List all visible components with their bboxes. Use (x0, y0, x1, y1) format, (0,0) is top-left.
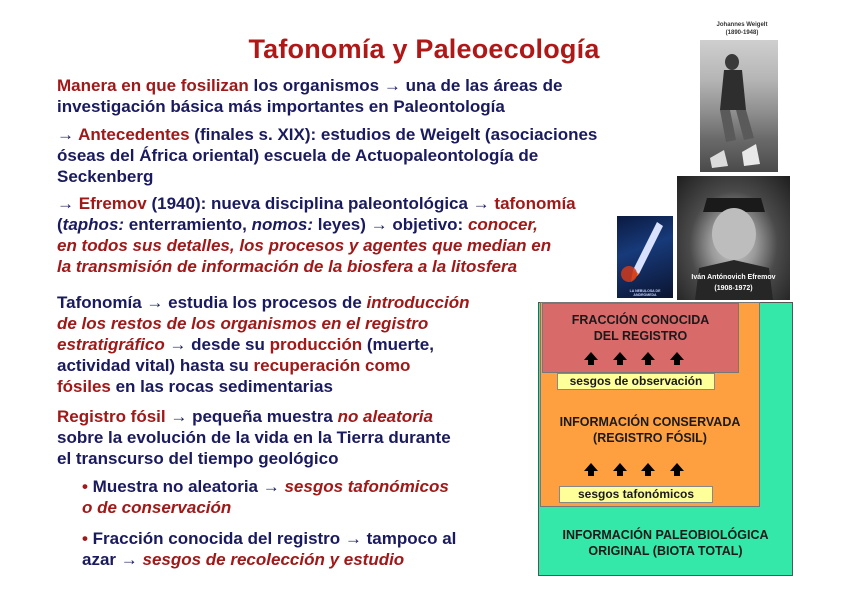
text-desde: → desde su (164, 335, 270, 354)
paragraph-antecedentes (57, 124, 597, 187)
text-recuperacion: recuperación como (253, 356, 411, 375)
up-arrow-icon (613, 463, 627, 476)
up-arrows-top (584, 352, 684, 365)
info-original-line-1: INFORMACIÓN PALEOBIOLÓGICA (562, 528, 769, 542)
text-muerte: (muerte, (362, 335, 434, 354)
fraccion-label (542, 312, 739, 344)
book-title: LA NEBULOSA DE ANDRÓMEDA (629, 289, 661, 297)
text-antecedentes: Antecedentes (78, 125, 190, 144)
up-arrow-icon (584, 352, 598, 365)
weigelt-photo (700, 40, 778, 172)
weigelt-dates: (1890-1948) (725, 30, 759, 36)
up-arrows-bottom (584, 463, 684, 476)
text-azar: azar → (82, 550, 143, 569)
text-fosiles: fósiles (57, 377, 111, 396)
text-transcurso: el transcurso del tiempo geológico (57, 449, 339, 468)
sesgos-tafonomicos-box: sesgos tafonómicos (559, 486, 713, 503)
fraccion-line-1: FRACCIÓN CONOCIDA (571, 313, 710, 327)
text-oseas: óseas del África oriental) escuela de Actuopaleontología de (57, 146, 539, 165)
text-evolucion: sobre la evolución de la vida en la Tierra durante (57, 428, 451, 447)
text-estudia: Tafonomía → estudia los procesos de (57, 293, 367, 312)
weigelt-silhouette-icon (700, 40, 778, 172)
text-actividad: actividad vital) hasta su (57, 356, 254, 375)
book-cover (617, 216, 673, 298)
bullet-sesgos-tafonomicos (82, 476, 449, 518)
text-nomos: nomos: (251, 215, 313, 234)
text-no-aleatoria: no aleatoria (337, 407, 433, 426)
text-muestra-no-aleatoria: Muestra no aleatoria → (87, 477, 285, 496)
text-sesgos-recoleccion: sesgos de recolección y estudio (142, 550, 405, 569)
weigelt-caption (706, 21, 778, 37)
efremov-dates: (1908-1972) (714, 285, 753, 292)
info-conservada-line-1: INFORMACIÓN CONSERVADA (559, 415, 741, 429)
weigelt-name: Johannes Weigelt (716, 22, 768, 28)
text-objetivo: leyes) → objetivo: (313, 215, 468, 234)
text-efremov: Efremov (78, 194, 147, 213)
efremov-caption (677, 272, 790, 294)
text-conocer: conocer, (467, 215, 538, 234)
info-conservada-label (540, 414, 760, 446)
bullet-sesgos-recoleccion (82, 528, 456, 570)
paren-text: ( (57, 215, 63, 234)
text-rocas: en las rocas sedimentarias (110, 377, 333, 396)
text-organismos: los organismos → una de las áreas de (248, 76, 563, 95)
up-arrow-icon (613, 352, 627, 365)
rocket-icon (617, 216, 673, 298)
fraccion-line-2: DEL REGISTRO (593, 329, 688, 343)
up-arrow-icon (641, 463, 655, 476)
text-investigacion: investigación básica más importantes en Paleontología (57, 97, 505, 116)
efremov-name: Iván Antónovich Efremov (691, 274, 776, 281)
text-enterramiento: enterramiento, (124, 215, 252, 234)
text-introduccion: introducción (366, 293, 470, 312)
bullet-mark: • (82, 529, 88, 548)
info-original-line-2: ORIGINAL (BIOTA TOTAL) (588, 544, 743, 558)
text-taphos: taphos: (62, 215, 125, 234)
text-transmision: la transmisión de información de la biosfera a la litosfera (57, 257, 518, 276)
up-arrow-icon (584, 463, 598, 476)
slide-title: Tafonomía y Paleoecología (248, 34, 600, 64)
up-arrow-icon (641, 352, 655, 365)
up-arrow-icon (670, 352, 684, 365)
arrow-text: → (57, 125, 79, 144)
sesgos-observacion-box: sesgos de observación (557, 373, 715, 390)
text-detalles: en todos sus detalles, los procesos y agentes que median en (57, 236, 552, 255)
text-disciplina: (1940): nueva disciplina paleontológica → (146, 194, 495, 213)
paragraph-tafonomia-definicion (57, 292, 469, 397)
text-seckenberg: Seckenberg (57, 167, 154, 186)
text-fraccion-conocida: Fracción conocida del registro → tampoco al (87, 529, 457, 548)
info-conservada-line-2: (REGISTRO FÓSIL) (593, 431, 707, 445)
text-conservacion: o de conservación (82, 498, 232, 517)
text-restos: de los restos de los organismos en el registro (57, 314, 429, 333)
text-sesgos-tafonomicos: sesgos tafonómicos (284, 477, 449, 496)
paragraph-fosilizacion (57, 75, 562, 117)
paragraph-registro-fosil (57, 406, 451, 469)
text-tafonomia: tafonomía (494, 194, 576, 213)
info-original-label (538, 527, 793, 559)
paragraph-efremov (57, 193, 576, 277)
up-arrow-icon (670, 463, 684, 476)
text-weigelt: (finales s. XIX): estudios de Weigelt (asociaciones (189, 125, 598, 144)
text-produccion: producción (269, 335, 363, 354)
text-estratigrafico: estratigráfico (57, 335, 165, 354)
text-muestra: → pequeña muestra (165, 407, 338, 426)
bullet-mark: • (82, 477, 88, 496)
text-registro-fosil: Registro fósil (57, 407, 166, 426)
text-manera: Manera en que fosilizan (57, 76, 249, 95)
arrow-text: → (57, 194, 79, 213)
